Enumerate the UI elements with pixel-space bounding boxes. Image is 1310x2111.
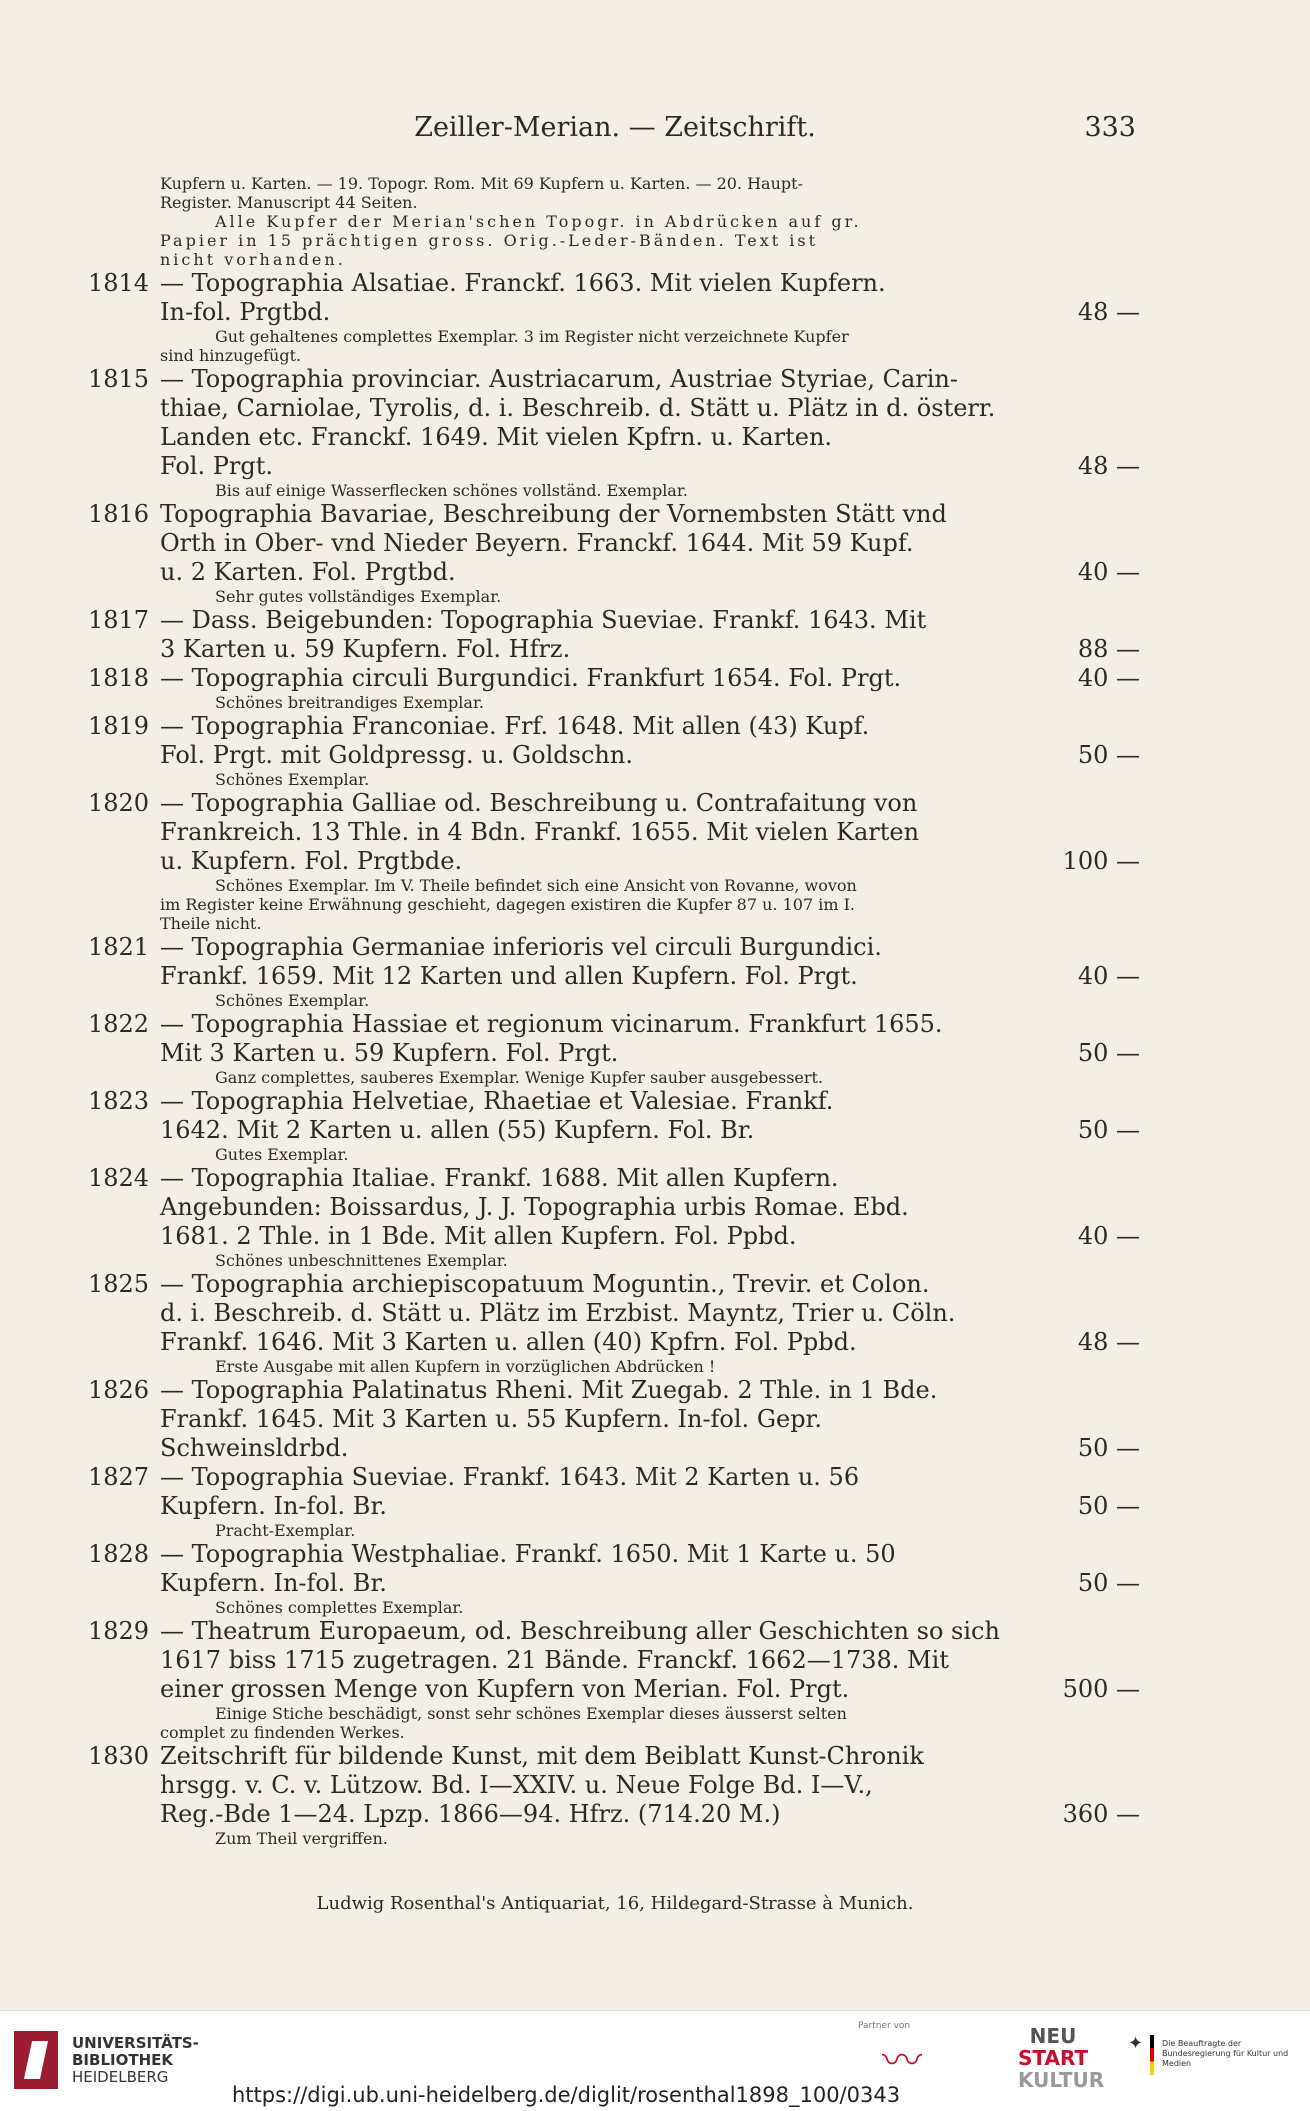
catalogue-entry bbox=[88, 1540, 1140, 1617]
entry-note: Zum Theil vergriffen. bbox=[215, 1829, 388, 1848]
lot-number: 1816 bbox=[88, 500, 150, 528]
bkm-logo[interactable] bbox=[1128, 2033, 1298, 2093]
entry-note: Schönes breitrandiges Exemplar. bbox=[215, 693, 484, 712]
lot-number: 1821 bbox=[88, 933, 150, 961]
entry-text-line: Angebunden: Boissardus, J. J. Topographia urbis Romae. Ebd. bbox=[160, 1193, 909, 1221]
neustart-kultur-logo[interactable] bbox=[1018, 2024, 1105, 2092]
entry-text-line: — Topographia Franconiae. Frf. 1648. Mit allen (43) Kupf. bbox=[160, 712, 870, 740]
lot-number: 1814 bbox=[88, 269, 150, 297]
neustart-line: KULTUR bbox=[1018, 2068, 1105, 2092]
entry-text-line: — Topographia archiepiscopatuum Moguntin., Trevir. et Colon. bbox=[160, 1270, 930, 1298]
entry-text-line: Frankf. 1645. Mit 3 Karten u. 55 Kupfern. In-fol. Gepr. bbox=[160, 1405, 823, 1433]
entry-text-line: — Theatrum Europaeum, od. Beschreibung aller Geschichten so sich bbox=[160, 1617, 1000, 1645]
catalogue-entry bbox=[88, 500, 1140, 606]
neustart-line: START bbox=[1018, 2046, 1089, 2070]
lot-number: 1829 bbox=[88, 1617, 150, 1645]
publisher-footer: Ludwig Rosenthal's Antiquariat, 16, Hildegard-Strasse à Munich. bbox=[316, 1893, 914, 1914]
entry-text-line: — Topographia Galliae od. Beschreibung u. Contrafaitung von bbox=[160, 789, 918, 817]
price: 50 — bbox=[1077, 1116, 1140, 1144]
entry-text-line: — Topographia Palatinatus Rheni. Mit Zuegab. 2 Thle. in 1 Bde. bbox=[160, 1376, 938, 1404]
entry-text-line: Frankreich. 13 Thle. in 4 Bdn. Frankf. 1655. Mit vielen Karten bbox=[160, 818, 920, 846]
price: 50 — bbox=[1077, 1569, 1140, 1597]
lot-number: 1817 bbox=[88, 606, 150, 634]
entry-note: Erste Ausgabe mit allen Kupfern in vorzüglichen Abdrücken ! bbox=[215, 1357, 716, 1376]
ub-logo-text bbox=[72, 2035, 199, 2086]
entry-text-line: Topographia Bavariae, Beschreibung der Vornembsten Stätt vnd bbox=[160, 500, 947, 528]
entry-note: sind hinzugefügt. bbox=[160, 346, 302, 365]
catalogue-entry bbox=[88, 1463, 1140, 1540]
entry-note: Ganz complettes, sauberes Exemplar. Wenige Kupfer sauber ausgebessert. bbox=[215, 1068, 824, 1087]
price: 100 — bbox=[1062, 847, 1140, 875]
federal-eagle-icon: ✦ bbox=[1128, 2033, 1144, 2054]
entry-note: Schönes Exemplar. Im V. Theile befindet sich eine Ansicht von Rovanne, wovon bbox=[215, 876, 857, 895]
price: 40 — bbox=[1077, 664, 1140, 692]
price: 40 — bbox=[1077, 962, 1140, 990]
page-number: 333 bbox=[1084, 112, 1136, 143]
lot-number: 1824 bbox=[88, 1164, 150, 1192]
catalogue-entry bbox=[88, 606, 1140, 664]
entry-list bbox=[88, 269, 1140, 1848]
bkm-text: Die Beauftragte der Bundesregierung für Kultur und Medien bbox=[1162, 2039, 1289, 2068]
intro-spaced-line: Papier in 15 prächtigen gross. Orig.-Leder-Bänden. Text ist bbox=[160, 231, 819, 250]
lot-number: 1815 bbox=[88, 365, 150, 393]
entry-note: Schönes Exemplar. bbox=[215, 991, 370, 1010]
price: 48 — bbox=[1077, 452, 1140, 480]
price: 50 — bbox=[1077, 741, 1140, 769]
intro-line: Register. Manuscript 44 Seiten. bbox=[160, 193, 418, 212]
entry-text-line: — Topographia Germaniae inferioris vel circuli Burgundici. bbox=[160, 933, 882, 961]
entry-note: complet zu findenden Werkes. bbox=[160, 1723, 405, 1742]
lot-number: 1826 bbox=[88, 1376, 150, 1404]
intro-block bbox=[160, 174, 1140, 269]
entry-text-line: — Dass. Beigebunden: Topographia Sueviae. Frankf. 1643. Mit bbox=[160, 606, 927, 634]
entry-text-line: 1617 biss 1715 zugetragen. 21 Bände. Franckf. 1662—1738. Mit bbox=[160, 1646, 949, 1674]
catalogue-entry bbox=[88, 664, 1140, 712]
price: 50 — bbox=[1077, 1434, 1140, 1462]
entry-note: im Register keine Erwähnung geschieht, dagegen existiren die Kupfer 87 u. 107 im I. bbox=[160, 895, 856, 914]
entry-text-line: In-fol. Prgtbd. bbox=[160, 298, 331, 326]
lot-number: 1830 bbox=[88, 1742, 150, 1770]
intro-line: Kupfern u. Karten. — 19. Topogr. Rom. Mit 69 Kupfern u. Karten. — 20. Haupt- bbox=[160, 174, 803, 193]
lot-number: 1828 bbox=[88, 1540, 150, 1568]
ub-logo-mark-icon bbox=[14, 2031, 58, 2089]
entry-note: Schönes Exemplar. bbox=[215, 770, 370, 789]
entry-text-line: — Topographia Hassiae et regionum vicinarum. Frankfurt 1655. bbox=[160, 1010, 943, 1038]
entry-text-line: 1681. 2 Thle. in 1 Bde. Mit allen Kupfern. Fol. Ppbd. bbox=[160, 1222, 797, 1250]
entry-text-line: Fol. Prgt. bbox=[160, 452, 273, 480]
entry-text-line: Fol. Prgt. mit Goldpressg. u. Goldschn. bbox=[160, 741, 633, 769]
entry-note: Sehr gutes vollständiges Exemplar. bbox=[215, 587, 502, 606]
lot-number: 1822 bbox=[88, 1010, 150, 1038]
entry-text-line: Orth in Ober- vnd Nieder Beyern. Franckf. 1644. Mit 59 Kupf. bbox=[160, 529, 914, 557]
entry-text-line: Kupfern. In-fol. Br. bbox=[160, 1569, 387, 1597]
catalogue-entry bbox=[88, 789, 1140, 933]
lot-number: 1827 bbox=[88, 1463, 150, 1491]
catalogue-entry bbox=[88, 1617, 1140, 1742]
price: 40 — bbox=[1077, 558, 1140, 586]
entry-text-line: — Topographia Helvetiae, Rhaetiae et Valesiae. Frankf. bbox=[160, 1087, 834, 1115]
entry-text-line: d. i. Beschreib. d. Stätt u. Plätz im Erzbist. Mayntz, Trier u. Cöln. bbox=[160, 1299, 956, 1327]
lot-number: 1819 bbox=[88, 712, 150, 740]
price: 40 — bbox=[1077, 1222, 1140, 1250]
running-title: Zeiller-Merian. — Zeitschrift. bbox=[414, 112, 816, 143]
entry-text-line: — Topographia circuli Burgundici. Frankfurt 1654. Fol. Prgt. bbox=[160, 664, 902, 692]
entry-text-line: 1642. Mit 2 Karten u. allen (55) Kupfern. Fol. Br. bbox=[160, 1116, 755, 1144]
catalogue-entry bbox=[88, 1010, 1140, 1087]
entry-text-line: — Topographia Westphaliae. Frankf. 1650. Mit 1 Karte u. 50 bbox=[160, 1540, 896, 1568]
catalogue-entry bbox=[88, 933, 1140, 1010]
entry-text-line: Kupfern. In-fol. Br. bbox=[160, 1492, 387, 1520]
entry-note: Pracht-Exemplar. bbox=[215, 1521, 356, 1540]
entry-text-line: Schweinsldrbd. bbox=[160, 1434, 349, 1462]
entry-note: Schönes complettes Exemplar. bbox=[215, 1598, 464, 1617]
entry-text-line: Frankf. 1646. Mit 3 Karten u. allen (40) Kpfrn. Fol. Ppbd. bbox=[160, 1328, 857, 1356]
lot-number: 1820 bbox=[88, 789, 150, 817]
logo-line: UNIVERSITÄTS- bbox=[72, 2034, 199, 2052]
german-flag-icon bbox=[1150, 2035, 1154, 2075]
lot-number: 1825 bbox=[88, 1270, 150, 1298]
intro-spaced-line: Alle Kupfer der Merian'schen Topogr. in Abdrücken auf gr. bbox=[215, 212, 862, 231]
price: 48 — bbox=[1077, 298, 1140, 326]
catalogue-entry bbox=[88, 1270, 1140, 1376]
entry-text-line: Mit 3 Karten u. 59 Kupfern. Fol. Prgt. bbox=[160, 1039, 619, 1067]
catalogue-entry bbox=[88, 712, 1140, 789]
entry-text-line: 3 Karten u. 59 Kupfern. Fol. Hfrz. bbox=[160, 635, 571, 663]
catalogue-entry bbox=[88, 1164, 1140, 1270]
catalogue-entry bbox=[88, 1376, 1140, 1463]
price: 88 — bbox=[1077, 635, 1140, 663]
lot-number: 1823 bbox=[88, 1087, 150, 1115]
partner-label: Partner von bbox=[858, 2021, 911, 2031]
partner-logo[interactable] bbox=[858, 2021, 1028, 2101]
entry-text-line: einer grossen Menge von Kupfern von Merian. Fol. Prgt. bbox=[160, 1675, 850, 1703]
entry-note: Schönes unbeschnittenes Exemplar. bbox=[215, 1251, 508, 1270]
price: 500 — bbox=[1062, 1675, 1140, 1703]
page-header bbox=[0, 112, 1310, 152]
catalogue-entry bbox=[88, 1742, 1140, 1848]
entry-note: Gutes Exemplar. bbox=[215, 1145, 349, 1164]
entry-text-line: u. 2 Karten. Fol. Prgtbd. bbox=[160, 558, 456, 586]
catalogue-entry bbox=[88, 269, 1140, 365]
lot-number: 1818 bbox=[88, 664, 150, 692]
neustart-line: NEU bbox=[1029, 2024, 1077, 2048]
permalink-url[interactable]: https://digi.ub.uni-heidelberg.de/diglit/rosenthal1898_100/0343 bbox=[232, 2083, 901, 2107]
entry-text-line: Frankf. 1659. Mit 12 Karten und allen Kupfern. Fol. Prgt. bbox=[160, 962, 858, 990]
intro-spaced-line: nicht vorhanden. bbox=[160, 250, 346, 269]
catalogue-entry bbox=[88, 365, 1140, 500]
entry-note: Theile nicht. bbox=[160, 914, 262, 933]
entry-text-line: — Topographia Sueviae. Frankf. 1643. Mit 2 Karten u. 56 bbox=[160, 1463, 860, 1491]
catalogue-entry bbox=[88, 1087, 1140, 1164]
entry-text-line: Reg.-Bde 1—24. Lpzp. 1866—94. Hfrz. (714.20 M.) bbox=[160, 1800, 781, 1828]
price: 48 — bbox=[1077, 1328, 1140, 1356]
entry-text-line: u. Kupfern. Fol. Prgtbde. bbox=[160, 847, 463, 875]
entry-text-line: — Topographia Alsatiae. Franckf. 1663. Mit vielen Kupfern. bbox=[160, 269, 886, 297]
price: 360 — bbox=[1062, 1800, 1140, 1828]
entry-text-line: Landen etc. Franckf. 1649. Mit vielen Kpfrn. u. Karten. bbox=[160, 423, 833, 451]
viewer-bottom-bar bbox=[0, 2010, 1310, 2111]
entry-note: Einige Stiche beschädigt, sonst sehr schönes Exemplar dieses äusserst selten bbox=[215, 1704, 847, 1723]
entry-note: Bis auf einige Wasserflecken schönes vollständ. Exemplar. bbox=[215, 481, 688, 500]
entry-text-line: — Topographia Italiae. Frankf. 1688. Mit allen Kupfern. bbox=[160, 1164, 839, 1192]
entry-text-line: Zeitschrift für bildende Kunst, mit dem Beiblatt Kunst-Chronik bbox=[160, 1742, 924, 1770]
catalogue-content bbox=[88, 174, 1140, 1848]
entry-text-line: — Topographia provinciar. Austriacarum, Austriae Styriae, Carin- bbox=[160, 365, 958, 393]
logo-line: BIBLIOTHEK bbox=[72, 2051, 173, 2069]
price: 50 — bbox=[1077, 1039, 1140, 1067]
entry-text-line: thiae, Carniolae, Tyrolis, d. i. Beschreib. d. Stätt u. Plätz in d. österr. bbox=[160, 394, 996, 422]
logo-line: HEIDELBERG bbox=[72, 2068, 169, 2086]
price: 50 — bbox=[1077, 1492, 1140, 1520]
dds-bird-icon: 〰 bbox=[882, 2038, 922, 2084]
entry-note: Gut gehaltenes complettes Exemplar. 3 im Register nicht verzeichnete Kupfer bbox=[215, 327, 849, 346]
entry-text-line: hrsgg. v. C. v. Lützow. Bd. I—XXIV. u. Neue Folge Bd. I—V., bbox=[160, 1771, 873, 1799]
